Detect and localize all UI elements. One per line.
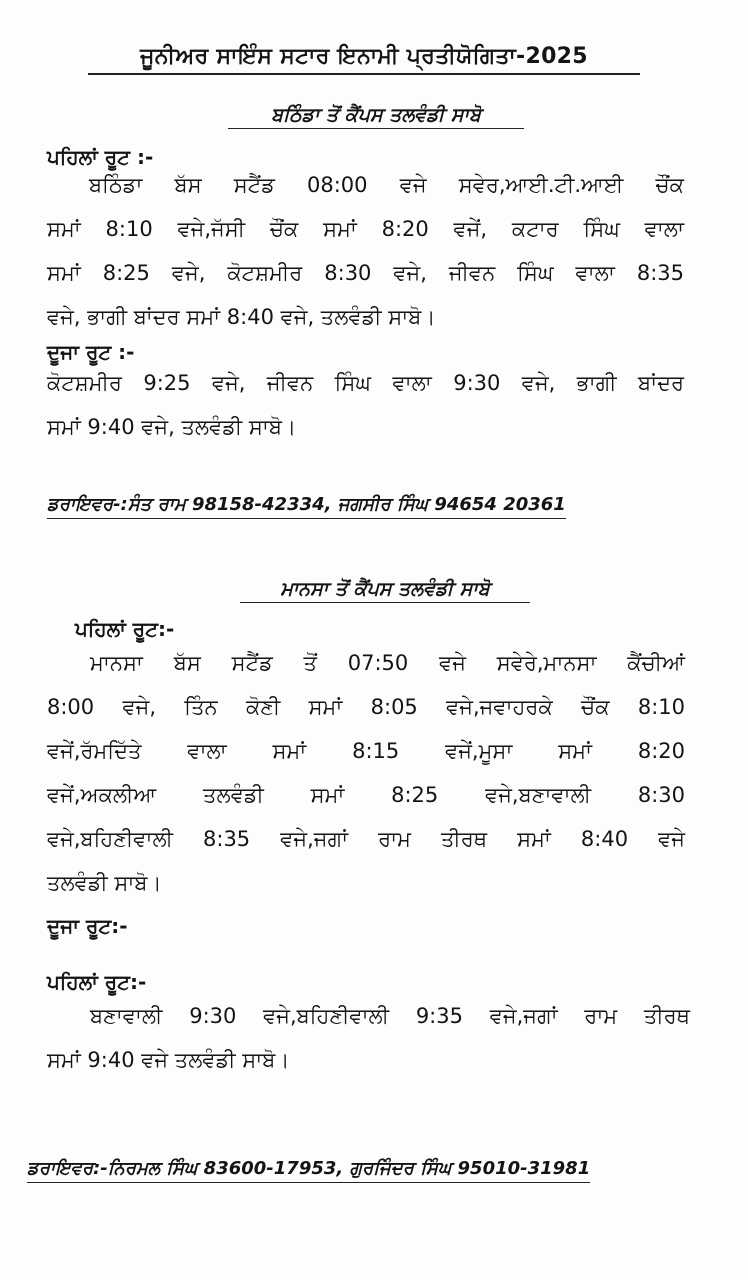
- text-line: 8:00 ਵਜੇ, ਤਿੰਨ ਕੋਣੀ ਸਮਾਂ 8:05 ਵਜੇ,ਜਵਾਹਰਕੇ ਚੌਂਕ 8:10: [47, 695, 685, 719]
- section2-route1-heading: ਪਹਿਲਾਂ ਰੂਟ:-: [75, 617, 175, 641]
- text-line: ਵਜੇ,ਬਹਿਣੀਵਾਲੀ 8:35 ਵਜੇ,ਜਗਾਂ ਰਾਮ ਤੀਰਥ ਸਮਾਂ 8:40 ਵਜੇ: [47, 827, 685, 851]
- text-line: ਸਮਾਂ 8:25 ਵਜੇ, ਕੋਟਸ਼ਮੀਰ 8:30 ਵਜੇ, ਜੀਵਨ ਸਿੰਘ ਵਾਲਾ 8:35: [47, 261, 684, 285]
- document-title: ਜੂਨੀਅਰ ਸਾਇੰਸ ਸਟਾਰ ਇਨਾਮੀ ਪ੍ਰਤੀਯੋਗਿਤਾ-2025: [88, 44, 640, 75]
- text-line: ਵਜੇਂ,ਰੱਮਦਿੱਤੇ ਵਾਲਾ ਸਮਾਂ 8:15 ਵਜੇਂ,ਮੂਸਾ ਸਮਾਂ 8:20: [47, 739, 685, 763]
- section2-driver-line: ਡਰਾਇਵਰ:-ਨਿਰਮਲ ਸਿੰਘ 83600-17953, ਗੁਰਜਿੰਦਰ ਸਿੰਘ 95010-31981: [27, 1158, 590, 1183]
- text-line: ਮਾਨਸਾ ਬੱਸ ਸਟੈਂਡ ਤੋਂ 07:50 ਵਜੇ ਸਵੇਰੇ,ਮਾਨਸਾ ਕੈਂਚੀਆਂ: [90, 651, 685, 675]
- section2-route3-heading: ਪਹਿਲਾਂ ਰੂਟ:-: [47, 970, 147, 994]
- text-line: ਵਜੇ, ਭਾਗੀ ਬਾਂਦਰ ਸਮਾਂ 8:40 ਵਜੇ, ਤਲਵੰਡੀ ਸਾਬੋ।: [47, 305, 436, 329]
- section2-heading: ਮਾਨਸਾ ਤੋਂ ਕੈਂਪਸ ਤਲਵੰਡੀ ਸਾਬੋ: [240, 578, 530, 603]
- section2-route1-text: [47, 641, 685, 905]
- text-line: ਬਣਾਵਾਲੀ 9:30 ਵਜੇ,ਬਹਿਣੀਵਾਲੀ 9:35 ਵਜੇ,ਜਗਾਂ ਰਾਮ ਤੀਰਥ: [90, 1004, 690, 1028]
- text-line: ਸਮਾਂ 8:10 ਵਜੇ,ਜੱਸੀ ਚੌਂਕ ਸਮਾਂ 8:20 ਵਜੇਂ, ਕਟਾਰ ਸਿੰਘ ਵਾਲਾ: [47, 217, 684, 241]
- section1-route1-text: [47, 163, 684, 339]
- section2-route2-heading: ਦੂਜਾ ਰੂਟ:-: [47, 914, 128, 938]
- text-line: ਸਮਾਂ 9:40 ਵਜੇ, ਤਲਵੰਡੀ ਸਾਬੋ।: [47, 415, 297, 439]
- text-line: ਤਲਵੰਡੀ ਸਾਬੋ।: [47, 871, 162, 895]
- text-line: ਸਮਾਂ 9:40 ਵਜੇ ਤਲਵੰਡੀ ਸਾਬੋ।: [47, 1048, 290, 1072]
- section1-route2-text: [47, 361, 684, 449]
- text-line: ਬਠਿੰਡਾ ਬੱਸ ਸਟੈਂਡ 08:00 ਵਜੇ ਸਵੇਰ,ਆਈ.ਟੀ.ਆਈ ਚੌਂਕ: [89, 173, 684, 197]
- section2-route3-text: [47, 994, 690, 1082]
- section1-driver-line: ਡਰਾਇਵਰ-:ਸੰਤ ਰਾਮ 98158-42334, ਜਗਸੀਰ ਸਿੰਘ 94654 20361: [47, 494, 566, 519]
- section1-heading: ਬਠਿੰਡਾ ਤੋਂ ਕੈਂਪਸ ਤਲਵੰਡੀ ਸਾਬੋ: [228, 104, 524, 129]
- section1-route1-heading: ਪਹਿਲਾਂ ਰੂਟ :-: [47, 145, 154, 169]
- text-line: ਵਜੇਂ,ਅਕਲੀਆ ਤਲਵੰਡੀ ਸਮਾਂ 8:25 ਵਜੇ,ਬਣਾਵਾਲੀ 8:30: [47, 783, 685, 807]
- text-line: ਕੋਟਸ਼ਮੀਰ 9:25 ਵਜੇ, ਜੀਵਨ ਸਿੰਘ ਵਾਲਾ 9:30 ਵਜੇ, ਭਾਗੀ ਬਾਂਦਰ: [47, 371, 684, 395]
- section1-route2-heading: ਦੂਜਾ ਰੂਟ :-: [47, 340, 135, 364]
